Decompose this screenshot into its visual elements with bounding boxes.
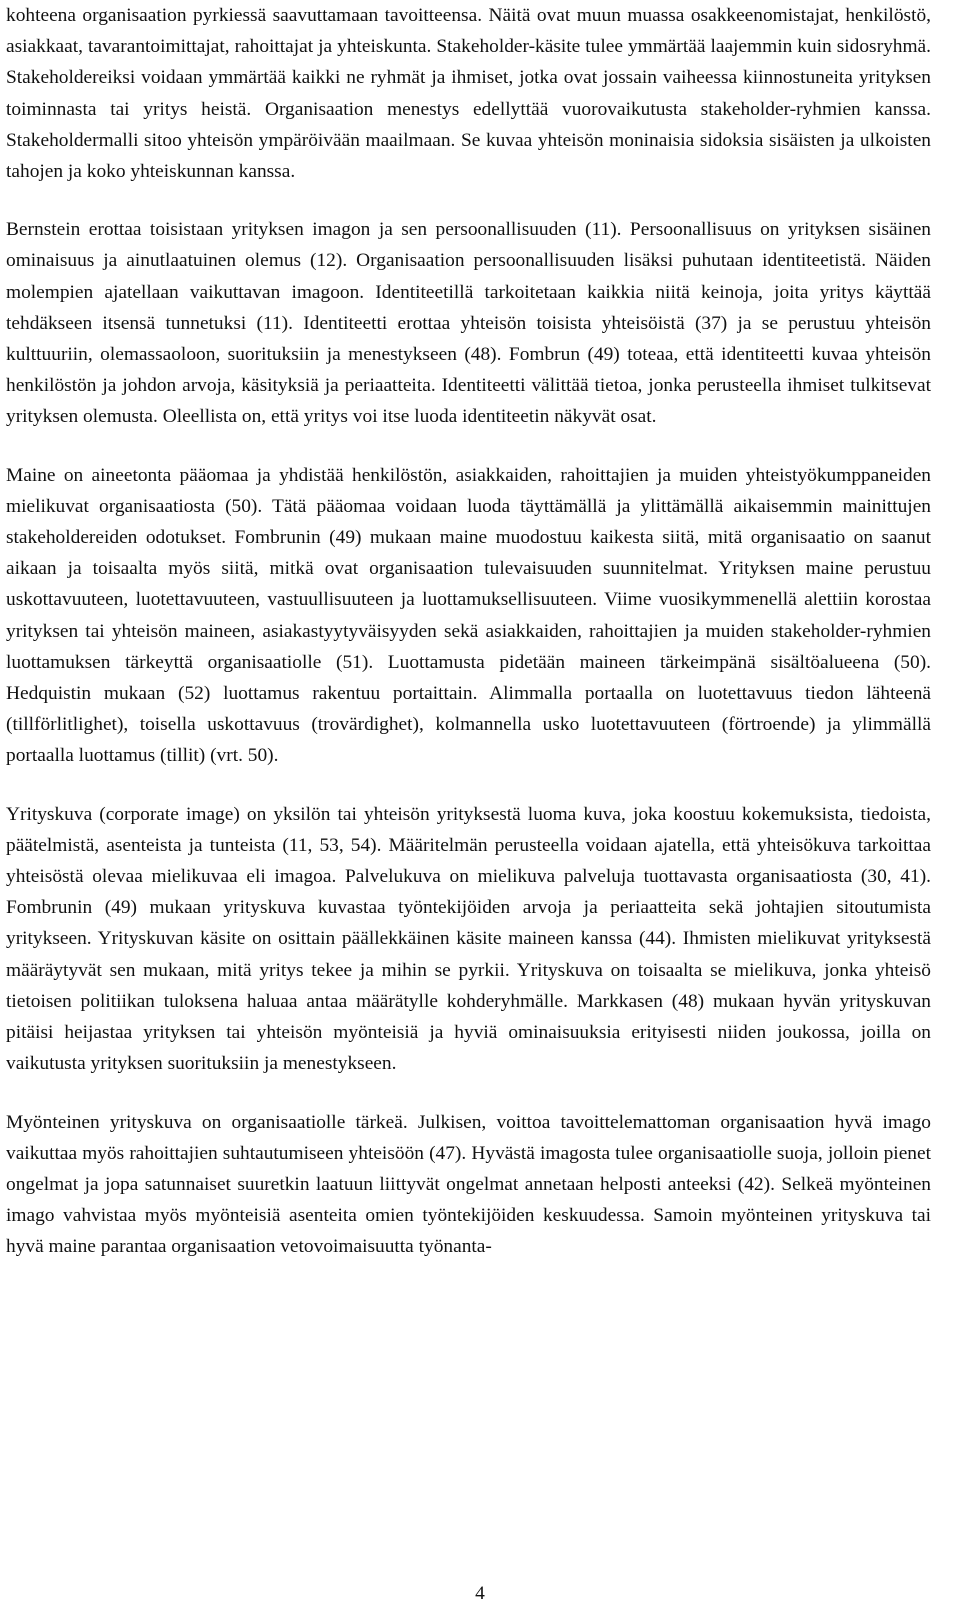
paragraph-stakeholders: kohteena organisaation pyrkiessä saavuttamaan tavoitteensa. Näitä ovat muun muassa osakkeenomistajat, henkilöstö, asiakkaat, tavarantoimittajat, rahoittajat ja yhteiskunta. Stakeholder-käsite tulee ymmärtää laajemmin kuin sidosryhmä. Stakeholdereiksi voidaan ymmärtää kaikki ne ryhmät ja ihmiset, jotka ovat jossain vaiheessa kiinnostuneita yrityksen toiminnasta tai yritys heistä. Organisaation menestys edellyttää vuorovaikutusta stakeholder-ryhmien kanssa. Stakeholdermalli sitoo yhteisön ympäröivään maailmaan. Se kuvaa yhteisön moninaisia sidoksia sisäisten ja ulkoisten tahojen ja koko yhteiskunnan kanssa. [6,5,931,183]
paragraph-reputation: Maine on aineetonta pääomaa ja yhdistää henkilöstön, asiakkaiden, rahoittajien ja muiden yhteistyökumppaneiden mielikuvat organisaatiosta (50). Tätä pääomaa voidaan luoda täyttämällä ja ylittämällä aikaisemmin mainittujen stakeholdereiden odotukset. Fombrunin (49) mukaan maine muodostuu kaikesta siitä, mitä organisaatio on saanut aikaan ja toisaalta myös siitä, mitkä ovat organisaation tulevaisuuden suunnitelmat. Yrityksen maine perustuu uskottavuuteen, luotettavuuteen, vastuullisuuteen ja luottamuksellisuuteen. Viime vuosikymmenellä alettiin korostaa yrityksen tai yhteisön maineen, asiakastyytyväisyyden sekä asiakkaiden, rahoittajien ja muiden stakeholder-ryhmien luottamuksen tärkeyttä organisaatiolle (51). Luottamusta pidetään maineen tärkeimpänä sisältöalueena (50). Hedquistin mukaan (52) luottamus rakentuu portaittain. Alimmalla portaalla on luotettavuus tiedon lähteenä (tillförlitlighet), toisella uskottavuus (trovärdighet), kolmannella usko luotettavuuteen (förtroende) ja ylimmällä portaalla luottamus (tillit) (vrt. 50). [6,464,931,767]
document-body [6,0,931,1263]
paragraph-positive-image: Myönteinen yrityskuva on organisaatiolle tärkeä. Julkisen, voittoa tavoittelemattoman organisaation hyvä imago vaikuttaa myös rahoittajien suhtautumiseen yhteisöön (47). Hyvästä imagosta tulee organisaatiolle suoja, jolloin pienet ongelmat ja jopa satunnaiset suuretkin laatuun liittyvät ongelmat annetaan helposti anteeksi (42). Selkeä myönteinen imago vahvistaa myös myönteisiä asenteita omien työntekijöiden keskuudessa. Samoin myönteinen yrityskuva tai hyvä maine parantaa organisaation vetovoimaisuutta työnanta- [6,1111,931,1258]
paragraph-corporate-image: Yrityskuva (corporate image) on yksilön tai yhteisön yrityksestä luoma kuva, joka koostuu kokemuksista, tiedoista, päätelmistä, asenteista ja tunteista (11, 53, 54). Määritelmän perusteella voidaan ajatella, että yhteisökuva tarkoittaa yhteisöstä olevaa mielikuvaa eli imagoa. Palvelukuva on mielikuva palveluja tuottavasta organisaatiosta (30, 41). Fombrunin (49) mukaan yrityskuva kuvastaa työntekijöiden arvoja ja periaatteita sekä johtajien sitoutumista yritykseen. Yrityskuvan käsite on osittain päällekkäinen käsite maineen kanssa (44). Ihmisten mielikuvat yrityksestä määräytyvät sen mukaan, mitä yritys tekee ja mihin se pyrkii. Yrityskuva on toisaalta se mielikuva, jonka yhteisö tietoisen politiikan tuloksena haluaa antaa määrätylle kohderyhmälle. Markkasen (48) mukaan hyvän yrityskuvan pitäisi heijastaa yrityksen tai yhteisön myönteisiä ja hyviä ominaisuuksia erityisesti niiden joukossa, joilla on vaikutusta yrityksen suorituksiin ja menestykseen. [6,803,931,1075]
paragraph-identity: Bernstein erottaa toisistaan yrityksen imagon ja sen persoonallisuuden (11). Persoonallisuus on yrityksen sisäinen ominaisuus ja ainutlaatuinen olemus (12). Organisaation persoonallisuuden lisäksi puhutaan identiteetistä. Näiden molempien ajatellaan vaikuttavan imagoon. Identiteetillä tarkoitetaan kaikkia niitä keinoja, joita yritys käyttää tehdäkseen itsensä tunnetuksi (11). Identiteetti erottaa yhteisön toisista yhteisöistä (37) ja se perustuu yhteisön kulttuuriin, olemassaoloon, suorituksiin ja menestykseen (48). Fombrun (49) toteaa, että identiteetti kuvaa yhteisön henkilöstön ja johdon arvoja, käsityksiä ja periaatteita. Identiteetti välittää tietoa, jonka perusteella ihmiset tulkitsevat yrityksen olemusta. Oleellista on, että yritys voi itse luoda identiteetin näkyvät osat. [6,219,931,428]
page-number: 4 [475,1583,485,1604]
